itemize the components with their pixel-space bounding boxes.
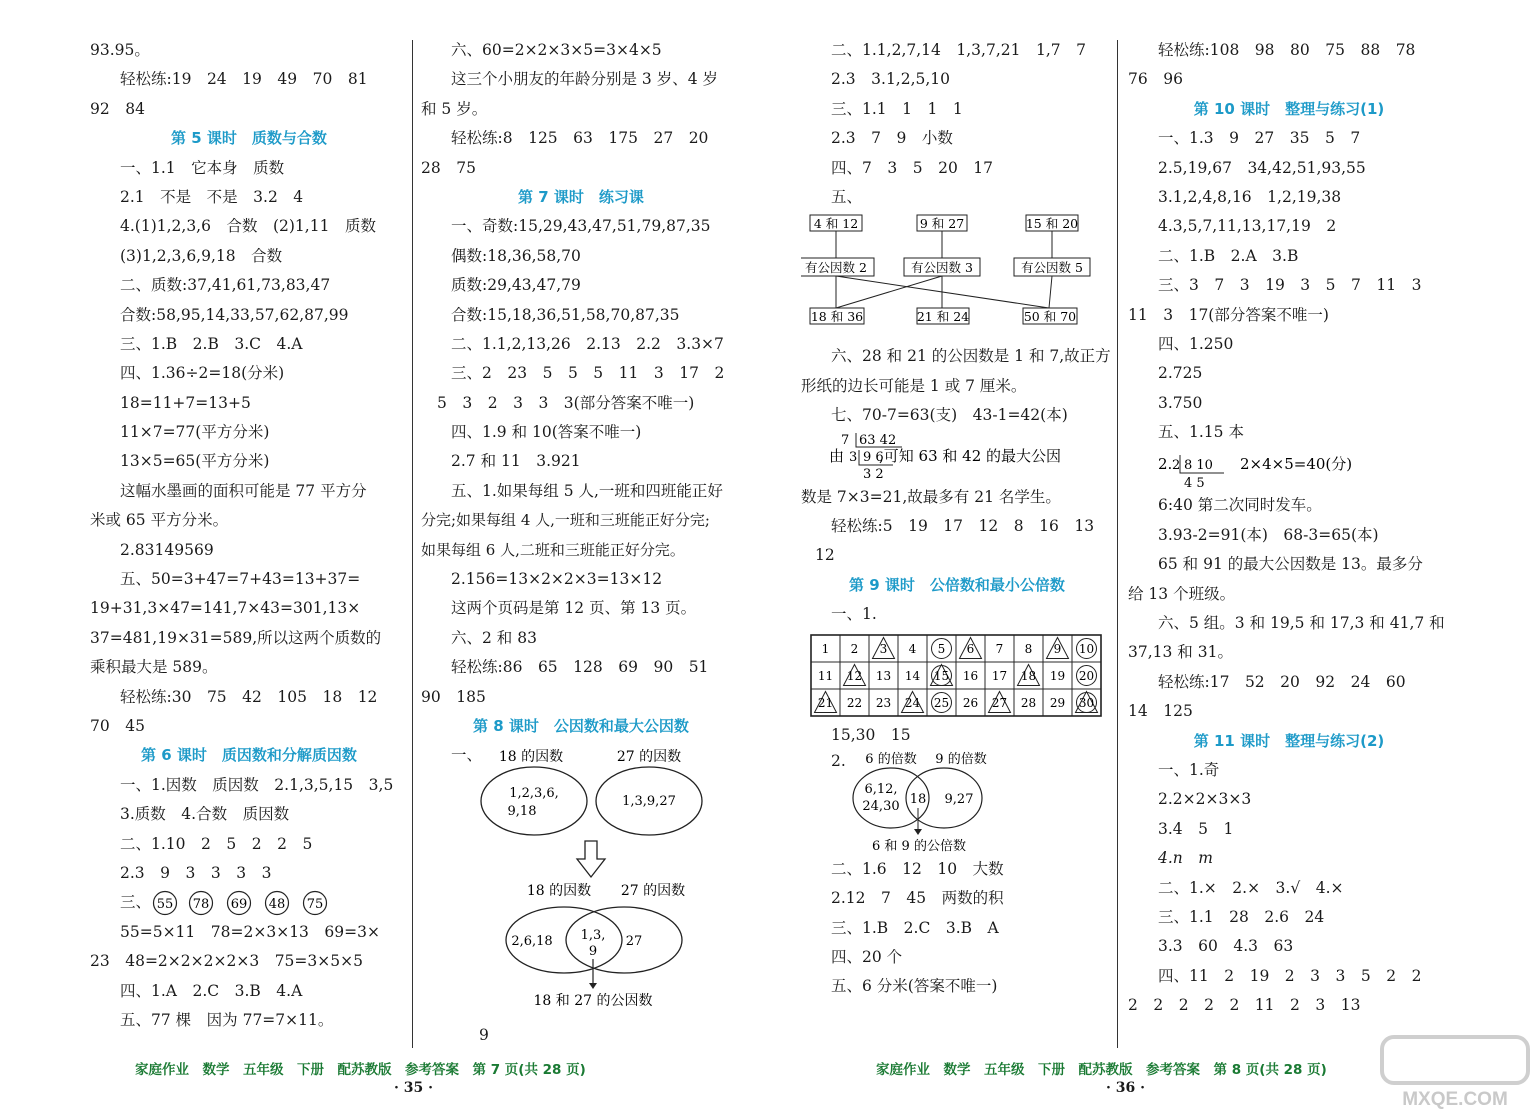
- text-line: 11 3 17(部分答案不唯一): [1128, 305, 1329, 324]
- text-line: 轻松练:30 75 42 105 18 12: [120, 687, 378, 706]
- text-line: 11×7=77(平方分米): [120, 423, 270, 442]
- match-box-bottom: [917, 308, 969, 324]
- venn-items: 9: [588, 944, 598, 960]
- venn-items: 27: [625, 934, 643, 950]
- grid-number: 26: [962, 696, 979, 711]
- text-line: 15,30 15: [831, 726, 911, 745]
- grid-number: 6: [966, 642, 975, 657]
- section-title: 第 8 课时 公因数和最大公因数: [473, 716, 689, 735]
- short-division-figure: [801, 431, 1113, 483]
- text-line: 米或 65 平方分米。: [90, 511, 229, 530]
- text-line: 3.750: [1158, 393, 1203, 412]
- svg-text:有公因数 3: 有公因数 3: [911, 260, 973, 276]
- text-line: 2.: [831, 751, 846, 770]
- circled-number: [304, 892, 327, 915]
- text-line: 14 125: [1128, 702, 1193, 721]
- text-line: 65 和 91 的最大公因数是 13。最多分: [1158, 555, 1423, 574]
- svg-text:9 的倍数: 9 的倍数: [935, 751, 987, 767]
- text-line: 2.12 7 45 两数的积: [831, 889, 1004, 908]
- venn-label: 18 的因数: [526, 883, 592, 900]
- text-line: 23 48=2×2×2×2×3 75=3×5×5: [90, 952, 363, 971]
- down-arrow-icon: [577, 841, 605, 877]
- text-line: 轻松练:86 65 128 69 90 51: [451, 658, 709, 677]
- svg-text:4 5: 4 5: [1184, 476, 1205, 492]
- grid-number: 5: [937, 642, 946, 657]
- text-line: 70 45: [90, 716, 145, 735]
- venn-items: 2,6,18: [511, 934, 553, 950]
- text-line: 二、1.× 2.× 3.√ 4.×: [1158, 878, 1344, 897]
- text-line: 六、28 和 21 的公因数是 1 和 7,故正方: [831, 347, 1111, 366]
- venn-items: 1,3,9,27: [622, 794, 676, 810]
- svg-text:由: 由: [829, 446, 845, 465]
- text-line: 4.(1)1,2,3,6 合数 (2)1,11 质数: [120, 217, 376, 236]
- text-line: 四、1.A 2.C 3.B 4.A: [120, 981, 303, 1000]
- text-line: 一、: [451, 746, 483, 765]
- venn-label: 27 的因数: [620, 883, 686, 900]
- venn-label: 27 的因数: [616, 749, 682, 766]
- grid-number: 16: [962, 669, 979, 684]
- text-line: 2.3 7 9 小数: [831, 129, 953, 148]
- circled-numbers: [151, 890, 351, 916]
- text-line: 9: [479, 1026, 489, 1045]
- text-line: 4.n m: [1158, 849, 1213, 868]
- page-number: · 36 ·: [1106, 1080, 1145, 1096]
- text-line: 3.93-2=91(本) 68-3=65(本): [1158, 525, 1379, 544]
- venn-diagram: [801, 751, 1113, 855]
- svg-text:9 6: 9 6: [863, 449, 884, 465]
- text-line: 合数:58,95,14,33,57,62,87,99: [120, 305, 349, 324]
- svg-text:9 和 27: 9 和 27: [919, 216, 965, 232]
- section-title: 第 5 课时 质数与合数: [171, 129, 327, 148]
- text-line: 二、质数:37,41,61,73,83,47: [120, 276, 331, 295]
- grid-number: 21: [817, 696, 834, 711]
- column-divider: [1117, 40, 1118, 1048]
- svg-text:18: 18: [909, 791, 927, 807]
- grid-number: 17: [991, 669, 1008, 684]
- text-line: 形纸的边长可能是 1 或 7 厘米。: [801, 376, 1027, 395]
- text-line: 轻松练:17 52 20 92 24 60: [1158, 672, 1406, 691]
- section-title: 第 6 课时 质因数和分解质因数: [141, 746, 357, 765]
- text-line: 六、60=2×2×3×5=3×4×5: [451, 41, 662, 59]
- grid-number: 13: [875, 669, 892, 684]
- text-line: 一、1.1 它本身 质数: [120, 158, 285, 177]
- circled-numbers-line: [90, 888, 408, 917]
- text-line: 轻松练:8 125 63 175 27 20: [451, 129, 709, 148]
- text-line: 3.质数 4.合数 质因数: [120, 805, 290, 824]
- text-line: 2.156=13×2×2×3=13×12: [451, 570, 663, 589]
- text-line: 四、1.9 和 10(答案不唯一): [451, 423, 642, 442]
- text-line: 12: [815, 546, 835, 565]
- grid-number: 10: [1078, 642, 1095, 657]
- text-line: 轻松练:5 19 17 12 8 16 13: [831, 516, 1095, 535]
- text-line: 一、1.: [831, 605, 877, 624]
- text-line: 二、1.1,2,7,14 1,3,7,21 1,7 7: [831, 41, 1086, 59]
- text-line: 三、: [120, 893, 152, 912]
- text-line: 93.95。: [90, 41, 150, 59]
- text-line: 90 185: [421, 687, 486, 706]
- text-line: 13×5=65(平方分米): [120, 452, 270, 471]
- text-line: 给 13 个班级。: [1128, 584, 1236, 603]
- grid-number: 3: [879, 642, 888, 657]
- text-line: 五、50=3+47=7+43=13+37=: [120, 570, 361, 589]
- text-line: 二、1.B 2.A 3.B: [1158, 246, 1299, 265]
- grid-number: 25: [933, 696, 950, 711]
- text-line: 二、1.1,2,13,26 2.13 2.2 3.3×7: [451, 334, 724, 353]
- match-box-middle: [801, 258, 874, 276]
- short-division: [801, 431, 1121, 483]
- svg-text:18 和 36: 18 和 36: [810, 309, 864, 325]
- text-line: 六、5 组。3 和 19,5 和 17,3 和 41,7 和: [1158, 614, 1445, 633]
- text-line: 偶数:18,36,58,70: [451, 246, 581, 265]
- text-line: 2.2×2×3×3: [1158, 790, 1252, 809]
- text-line: (3)1,2,3,6,9,18 合数: [120, 246, 283, 265]
- venn-diagram: [421, 741, 741, 1021]
- grid-number: 28: [1020, 696, 1037, 711]
- text-line: 三、1.1 1 1 1: [831, 99, 963, 118]
- text-line: 2 2 2 2 2 11 2 3 13: [1128, 996, 1361, 1015]
- text-line: 76 96: [1128, 70, 1183, 89]
- grid-number: 20: [1078, 669, 1095, 684]
- svg-text:2: 2: [1172, 458, 1181, 474]
- circled-number: [154, 892, 177, 915]
- text-line: 合数:15,18,36,51,58,70,87,35: [451, 305, 680, 324]
- match-box-middle: [1014, 258, 1090, 276]
- text-line: 4.3,5,7,11,13,17,19 2: [1158, 217, 1337, 236]
- grid-number: 4: [908, 642, 917, 657]
- circled-number: [228, 892, 251, 915]
- section-title: 第 9 课时 公倍数和最小公倍数: [849, 575, 1065, 594]
- text-line: 四、11 2 19 2 3 3 5 2 2: [1158, 966, 1422, 985]
- text-line: 2.725: [1158, 364, 1203, 383]
- text-line: 三、1.1 28 2.6 24: [1158, 907, 1325, 926]
- text-line: 这三个小朋友的年龄分别是 3 岁、4 岁: [451, 70, 719, 89]
- text-line: 3.1,2,4,8,16 1,2,19,38: [1158, 187, 1342, 206]
- text-line: 37=481,19×31=589,所以这两个质数的: [90, 628, 382, 647]
- grid-number: 15: [933, 669, 950, 684]
- section-title: 第 11 课时 整理与练习(2): [1193, 731, 1385, 750]
- column-1: [90, 36, 408, 1035]
- svg-text:9,27: 9,27: [944, 791, 974, 807]
- arrow-head-icon: [589, 983, 597, 989]
- svg-text:78: 78: [192, 897, 210, 913]
- venn-label: 18 的因数: [498, 749, 564, 766]
- short-division-figure: [1128, 447, 1450, 491]
- match-box-middle: [904, 258, 980, 276]
- text-line: 这两个页码是第 12 页、第 13 页。: [451, 599, 697, 618]
- text-line: 3.3 60 4.3 63: [1158, 937, 1294, 956]
- text-line: 2.3 9 3 3 3 3: [120, 863, 272, 882]
- circled-number: [266, 892, 289, 915]
- text-line: 37,13 和 31。: [1128, 643, 1233, 662]
- venn-ellipse: [481, 767, 587, 835]
- text-line: 轻松练:19 24 19 49 70 81: [120, 70, 368, 89]
- venn-figure-multiples: [801, 751, 1113, 855]
- venn-items: 1,2,3,6,: [509, 786, 559, 802]
- text-line: 一、奇数:15,29,43,47,51,79,87,35: [451, 217, 711, 236]
- svg-text:有公因数 2: 有公因数 2: [805, 260, 867, 276]
- text-line: 3.4 5 1: [1158, 819, 1234, 838]
- text-line: 三、1.B 2.C 3.B A: [831, 918, 999, 937]
- text-line: 二、1.6 12 10 大数: [831, 859, 1004, 878]
- svg-text:有公因数 5: 有公因数 5: [1021, 260, 1083, 276]
- svg-text:6 的倍数: 6 的倍数: [865, 751, 917, 767]
- match-box-top: [1026, 215, 1078, 231]
- grid-number: 22: [846, 696, 863, 711]
- text-line: 三、3 7 3 19 3 5 7 11 3: [1158, 276, 1422, 295]
- text-line: 一、1.因数 质因数 2.1,3,5,15 3,5: [120, 775, 394, 794]
- svg-text:15 和 20: 15 和 20: [1025, 216, 1079, 232]
- svg-text:69: 69: [230, 897, 248, 913]
- text-line: 数是 7×3=21,故最多有 21 名学生。: [801, 487, 1061, 506]
- grid-number: 7: [995, 642, 1004, 657]
- grid-number: 14: [904, 669, 921, 684]
- text-line: 18=11+7=13+5: [120, 393, 251, 412]
- short-division: [1128, 447, 1450, 491]
- column-3: [801, 36, 1113, 1002]
- svg-text:3 2: 3 2: [863, 466, 884, 482]
- text-line: 2.7 和 11 3.921: [451, 452, 581, 471]
- svg-text:63 42: 63 42: [859, 432, 897, 448]
- svg-text:24,30: 24,30: [862, 798, 900, 814]
- text-line: 七、70-7=63(支) 43-1=42(本): [831, 406, 1068, 425]
- text-line: 一、1.奇: [1158, 760, 1220, 779]
- grid-number: 9: [1053, 642, 1062, 657]
- grid-number: 2: [850, 642, 859, 657]
- text-line: 和 5 岁。: [421, 99, 488, 118]
- text-line: 二、1.10 2 5 2 2 5: [120, 834, 313, 853]
- svg-text:8 10: 8 10: [1184, 458, 1213, 474]
- text-line: 2.5,19,67 34,42,51,93,55: [1158, 158, 1366, 177]
- match-box-bottom: [1023, 308, 1077, 324]
- text-line: 五、: [831, 187, 863, 206]
- page-number: · 35 ·: [394, 1080, 433, 1096]
- text-line: 五、6 分米(答案不唯一): [831, 977, 998, 996]
- text-line: 质数:29,43,47,79: [451, 276, 581, 295]
- svg-text:48: 48: [268, 897, 286, 913]
- text-line: 三、2 23 5 5 5 11 3 17 2: [451, 364, 725, 383]
- text-line: 2.3 3.1,2,5,10: [831, 70, 951, 89]
- grid-number: 12: [846, 669, 863, 684]
- venn-items: 9,18: [507, 804, 537, 820]
- text-line: 2.83149569: [120, 540, 214, 559]
- match-box-bottom: [810, 308, 864, 324]
- watermark-logo: [1380, 1031, 1530, 1113]
- text-line: 这幅水墨画的面积可能是 77 平方分: [120, 481, 367, 500]
- text-line: 一、1.3 9 27 35 5 7: [1158, 129, 1361, 148]
- circled-number: [190, 892, 213, 915]
- grid-number: 19: [1049, 669, 1066, 684]
- svg-text:4 和 12: 4 和 12: [813, 216, 859, 232]
- column-4: [1128, 36, 1450, 1021]
- grid-number: 11: [817, 669, 834, 684]
- grid-number: 8: [1024, 642, 1033, 657]
- text-line: 三、1.B 2.B 3.C 4.A: [120, 334, 303, 353]
- venn-items: 1,3,: [580, 928, 606, 944]
- text-line: 28 75: [421, 158, 476, 177]
- svg-text:7: 7: [841, 432, 850, 448]
- section-title: 第 7 课时 练习课: [518, 187, 644, 206]
- text-line: 分完;如果每组 4 人,一班和三班能正好分完;: [421, 511, 710, 530]
- text-line: 五、77 棵 因为 77=7×11。: [120, 1010, 334, 1029]
- svg-text:55: 55: [156, 897, 174, 913]
- svg-text:50 和 70: 50 和 70: [1023, 309, 1077, 325]
- text-line: 四、20 个: [831, 948, 903, 967]
- grid-number: 27: [991, 696, 1008, 711]
- text-line: 轻松练:108 98 80 75 88 78: [1158, 41, 1416, 59]
- text-line: 5 3 2 3 3 3(部分答案不唯一): [437, 393, 695, 412]
- svg-text:2×4×5=40(分): 2×4×5=40(分): [1240, 455, 1353, 474]
- text-line: 6:40 第二次同时发车。: [1158, 496, 1322, 515]
- grid-number: 24: [904, 696, 921, 711]
- text-line: 四、1.36÷2=18(分米): [120, 364, 285, 383]
- text-line: 55=5×11 78=2×3×13 69=3×: [120, 922, 380, 941]
- text-line: 四、1.250: [1158, 334, 1234, 353]
- grid-number: 23: [875, 696, 892, 711]
- grid-number: 18: [1020, 669, 1037, 684]
- grid-number: 29: [1049, 696, 1066, 711]
- text-line: 19+31,3×47=141,7×43=301,13×: [90, 599, 361, 618]
- svg-text:3: 3: [849, 449, 858, 465]
- text-line: 五、1.如果每组 5 人,一班和四班能正好: [451, 481, 723, 500]
- text-line: 四、7 3 5 20 17: [831, 158, 994, 177]
- text-line: 如果每组 6 人,二班和三班能正好分完。: [421, 540, 685, 559]
- grid-number: 30: [1078, 696, 1095, 711]
- svg-text:MXQE.COM: MXQE.COM: [1402, 1089, 1508, 1110]
- venn-caption: 18 和 27 的公因数: [533, 993, 653, 1010]
- svg-text:6,12,: 6,12,: [864, 781, 898, 797]
- svg-text:2.: 2.: [1158, 455, 1173, 474]
- match-box-top: [917, 215, 967, 231]
- grid-number: 1: [821, 642, 830, 657]
- matching-diagram: [801, 212, 1113, 342]
- page-footer: 家庭作业 数学 五年级 下册 配苏教版 参考答案 第 8 页(共 28 页): [876, 1062, 1327, 1078]
- venn-figure-factors: [421, 741, 741, 1021]
- text-line: 乘积最大是 589。: [90, 658, 218, 677]
- match-box-top: [810, 215, 862, 231]
- number-grid: [801, 629, 1113, 721]
- svg-text:6 和 9 的公倍数: 6 和 9 的公倍数: [872, 838, 966, 854]
- svg-text:,可知 63 和 42 的最大公因: ,可知 63 和 42 的最大公因: [879, 446, 1062, 465]
- text-line: 六、2 和 83: [451, 628, 537, 647]
- text-line: 2.1 不是 不是 3.2 4: [120, 187, 304, 206]
- svg-text:21 和 24: 21 和 24: [916, 309, 970, 325]
- text-line: 92 84: [90, 99, 145, 118]
- text-line: 五、1.15 本: [1158, 423, 1244, 442]
- page-footer: 家庭作业 数学 五年级 下册 配苏教版 参考答案 第 7 页(共 28 页): [135, 1062, 586, 1078]
- column-2: [421, 36, 741, 1051]
- svg-text:75: 75: [306, 897, 324, 913]
- section-title: 第 10 课时 整理与练习(1): [1193, 99, 1385, 118]
- column-divider: [412, 40, 413, 1048]
